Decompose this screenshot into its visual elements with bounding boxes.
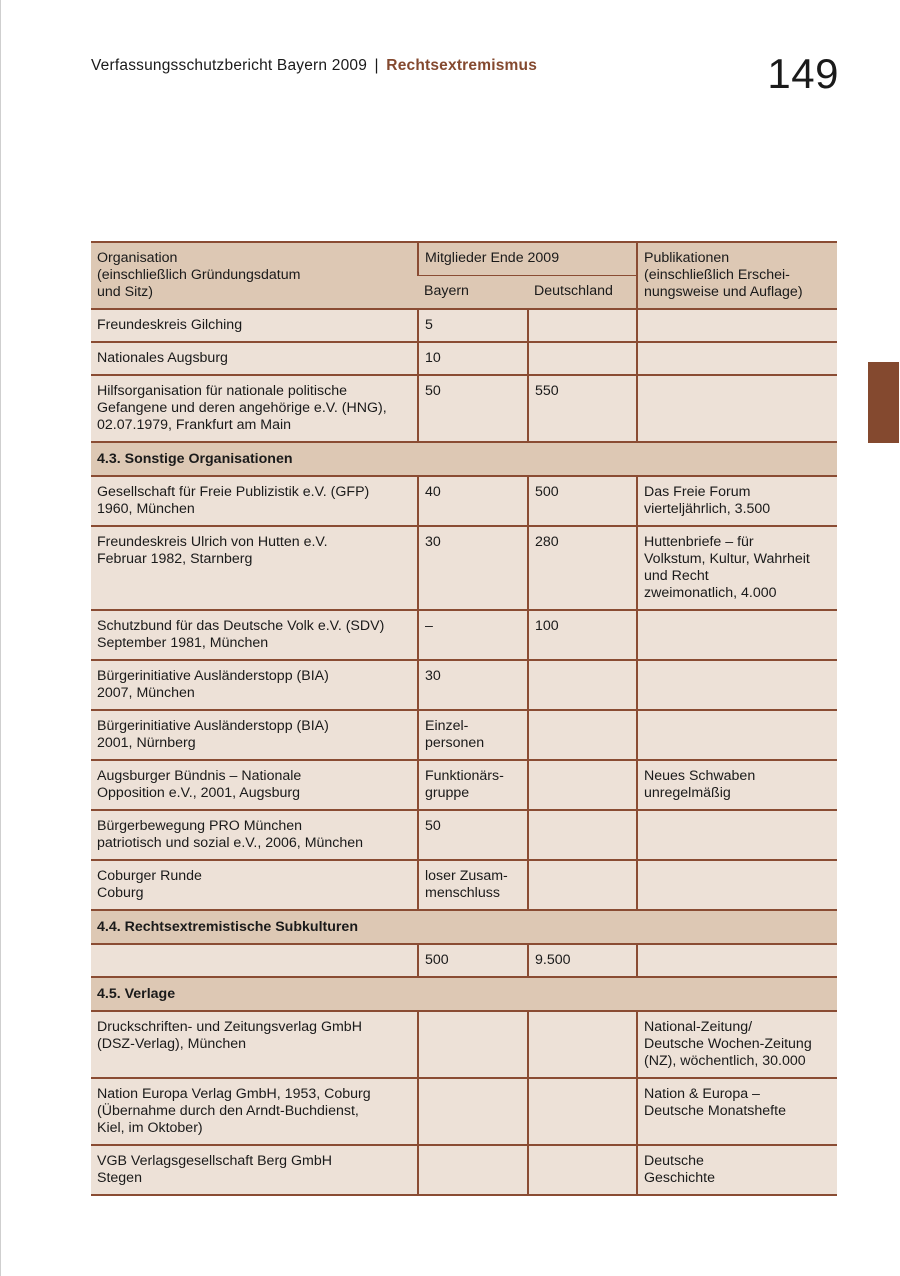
cell-members-bayern — [418, 1145, 528, 1195]
cell-publications — [637, 309, 837, 342]
header-deutschland: Deutschland — [528, 276, 637, 310]
cell-members-bayern — [418, 1078, 528, 1145]
cell-members-deutschland: 9.500 — [528, 944, 637, 977]
cell-organisation: Freundeskreis Ulrich von Hutten e.V. Februar 1982, Starnberg — [91, 526, 418, 610]
cell-publications: Deutsche Geschichte — [637, 1145, 837, 1195]
table-row — [91, 1145, 837, 1195]
chapter-tab-marker — [868, 362, 899, 443]
cell-members-bayern: – — [418, 610, 528, 660]
table-row — [91, 610, 837, 660]
cell-organisation: Gesellschaft für Freie Publizistik e.V. (GFP) 1960, München — [91, 476, 418, 526]
section-heading-row — [91, 442, 837, 476]
cell-members-deutschland — [528, 309, 637, 342]
page-number: 149 — [767, 50, 839, 97]
table-row — [91, 1078, 837, 1145]
cell-organisation: Schutzbund für das Deutsche Volk e.V. (SDV) September 1981, München — [91, 610, 418, 660]
cell-members-bayern: Einzel- personen — [418, 710, 528, 760]
cell-publications: Huttenbriefe – für Volkstum, Kultur, Wahrheit und Recht zweimonatlich, 4.000 — [637, 526, 837, 610]
cell-publications: National-Zeitung/ Deutsche Wochen-Zeitung (NZ), wöchentlich, 30.000 — [637, 1011, 837, 1078]
cell-members-bayern: 500 — [418, 944, 528, 977]
cell-members-bayern: 50 — [418, 810, 528, 860]
table-row — [91, 660, 837, 710]
cell-publications — [637, 342, 837, 375]
cell-organisation: Augsburger Bündnis – Nationale Opposition e.V., 2001, Augsburg — [91, 760, 418, 810]
header-separator: | — [374, 57, 379, 74]
organisations-table — [91, 241, 837, 1196]
publication-title: Verfassungsschutzbericht Bayern 2009 — [91, 57, 368, 74]
cell-members-bayern: 40 — [418, 476, 528, 526]
cell-members-bayern — [418, 1011, 528, 1078]
cell-publications — [637, 944, 837, 977]
cell-members-bayern: 30 — [418, 660, 528, 710]
cell-publications: Nation & Europa – Deutsche Monatshefte — [637, 1078, 837, 1145]
header-bayern: Bayern — [418, 276, 528, 310]
table-row — [91, 342, 837, 375]
table-row — [91, 810, 837, 860]
cell-members-deutschland — [528, 1078, 637, 1145]
cell-members-deutschland — [528, 342, 637, 375]
cell-members-deutschland — [528, 660, 637, 710]
table-row — [91, 710, 837, 760]
table-row — [91, 375, 837, 442]
header-organisation: Organisation (einschließlich Gründungsdatum und Sitz) — [91, 242, 418, 309]
cell-organisation: Bürgerinitiative Ausländerstopp (BIA) 2001, Nürnberg — [91, 710, 418, 760]
cell-organisation: Bürgerbewegung PRO München patriotisch und sozial e.V., 2006, München — [91, 810, 418, 860]
cell-publications — [637, 710, 837, 760]
cell-organisation: Hilfsorganisation für nationale politische Gefangene und deren angehörige e.V. (HNG), 02.07.1979, Frankfurt am Main — [91, 375, 418, 442]
table-row — [91, 476, 837, 526]
cell-members-deutschland: 550 — [528, 375, 637, 442]
table-row — [91, 944, 837, 977]
header-publications: Publikationen (einschließlich Erschei- nungsweise und Auflage) — [637, 242, 837, 309]
section-heading-row — [91, 910, 837, 944]
table-row — [91, 309, 837, 342]
cell-publications — [637, 660, 837, 710]
cell-members-bayern: Funktionärs- gruppe — [418, 760, 528, 810]
cell-members-deutschland: 500 — [528, 476, 637, 526]
cell-publications — [637, 810, 837, 860]
header-members: Mitglieder Ende 2009 — [418, 242, 637, 276]
cell-organisation: Coburger Runde Coburg — [91, 860, 418, 910]
cell-members-deutschland — [528, 1145, 637, 1195]
section-heading: 4.4. Rechtsextremistische Subkulturen — [91, 910, 837, 944]
cell-members-bayern: 10 — [418, 342, 528, 375]
cell-members-bayern: loser Zusam- menschluss — [418, 860, 528, 910]
cell-members-deutschland: 280 — [528, 526, 637, 610]
table-row — [91, 1011, 837, 1078]
cell-members-bayern: 5 — [418, 309, 528, 342]
cell-publications — [637, 610, 837, 660]
cell-publications: Neues Schwaben unregelmäßig — [637, 760, 837, 810]
cell-members-deutschland — [528, 810, 637, 860]
cell-members-bayern: 30 — [418, 526, 528, 610]
cell-members-deutschland — [528, 760, 637, 810]
cell-organisation: Druckschriften- und Zeitungsverlag GmbH (DSZ-Verlag), München — [91, 1011, 418, 1078]
cell-organisation — [91, 944, 418, 977]
cell-members-bayern: 50 — [418, 375, 528, 442]
cell-members-deutschland: 100 — [528, 610, 637, 660]
cell-organisation: VGB Verlagsgesellschaft Berg GmbH Stegen — [91, 1145, 418, 1195]
section-heading-row — [91, 977, 837, 1011]
section-heading: 4.3. Sonstige Organisationen — [91, 442, 837, 476]
section-title: Rechtsextremismus — [386, 57, 538, 74]
cell-members-deutschland — [528, 710, 637, 760]
table-header-row — [91, 242, 837, 276]
cell-organisation: Nation Europa Verlag GmbH, 1953, Coburg (Übernahme durch den Arndt-Buchdienst, Kiel, im Oktober) — [91, 1078, 418, 1145]
table-row — [91, 860, 837, 910]
cell-members-deutschland — [528, 860, 637, 910]
table-row — [91, 760, 837, 810]
cell-organisation: Bürgerinitiative Ausländerstopp (BIA) 2007, München — [91, 660, 418, 710]
cell-publications — [637, 860, 837, 910]
cell-organisation: Freundeskreis Gilching — [91, 309, 418, 342]
cell-publications: Das Freie Forum vierteljährlich, 3.500 — [637, 476, 837, 526]
page-edge-rule — [0, 0, 1, 1276]
cell-publications — [637, 375, 837, 442]
table-row — [91, 526, 837, 610]
section-heading: 4.5. Verlage — [91, 977, 837, 1011]
cell-organisation: Nationales Augsburg — [91, 342, 418, 375]
running-header — [91, 57, 537, 75]
cell-members-deutschland — [528, 1011, 637, 1078]
